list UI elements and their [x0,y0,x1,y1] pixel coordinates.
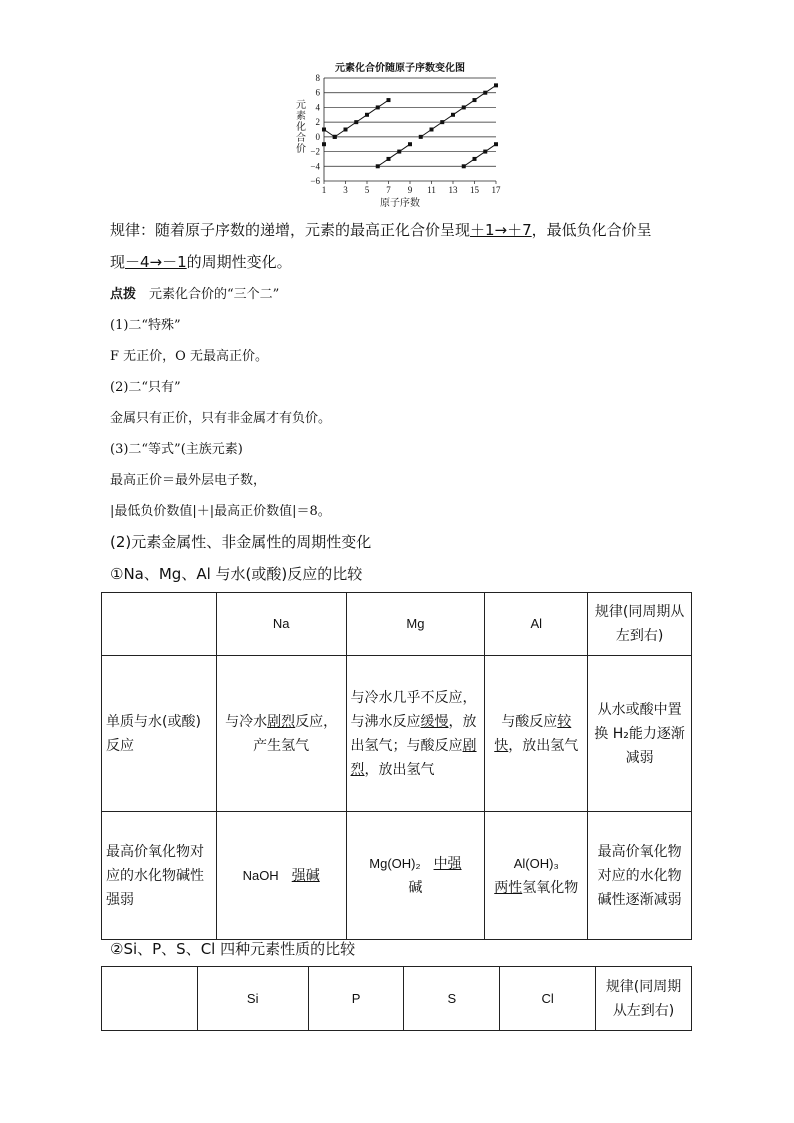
point3-title: (3)二“等式”(主族元素) [110,442,243,457]
valence-chart [290,58,510,216]
point1-body: F 无正价，O 无最高正价。 [110,349,268,364]
aloh3-formula: Al(OH)₃ [513,855,559,871]
chart-grid [324,78,496,181]
data-point [462,164,466,168]
point2-title: (2)二“只有” [110,380,181,395]
y-tick-label: 0 [315,131,320,142]
data-point [483,91,487,95]
data-point [473,157,477,161]
data-point [376,164,380,168]
data-point [494,83,498,87]
comparison-table-na-mg-al [101,592,692,940]
y-tick-label: −6 [310,176,320,186]
rule-highlight-positive: ＋1→＋7 [470,221,532,239]
data-point [322,142,326,146]
aloh3-suffix: 氢氧化物 [522,879,579,896]
data-point [430,128,434,132]
y-tick-label: 2 [315,117,320,128]
mgoh2-suffix: 碱 [408,879,423,896]
data-point [451,113,455,117]
y-tick-label: −4 [310,161,320,172]
table2-header-cl: Cl [500,967,596,1031]
rule-line-2 [110,251,292,272]
mg-water-c: ，放出氢气 [364,761,435,778]
data-point [440,120,444,124]
data-point [354,120,358,124]
x-tick-label: 7 [386,185,391,195]
mg-water-emph1: 缓慢 [420,713,449,730]
table1-header-rule: 规律(同周期从左到右) [588,593,692,656]
chart-series [322,83,498,168]
point3-body-2: |最低负价数值|＋|最高正价数值|＝8。 [110,504,331,519]
table2-header-rule: 规律(同周期从左到右) [596,967,692,1031]
y-label-char: 化 [296,122,306,133]
x-tick-label: 11 [427,185,436,195]
comparison-table-si-p-s-cl [101,966,692,1031]
data-point [333,135,337,139]
y-label-char: 素 [296,111,306,122]
table1-row1-al [485,656,588,812]
table1-row1-na [216,656,346,812]
rule-text-c: ，最低负化合价呈 [531,221,652,239]
y-label-char: 元 [296,100,306,111]
data-point [408,142,412,146]
rule2-text-a: 现 [110,253,126,271]
x-tick-label: 3 [343,185,348,195]
table1-row2-rule: 最高价氧化物对应的水化物碱性逐渐减弱 [588,812,692,940]
y-tick-label: 8 [315,73,320,83]
point3-body-1: 最高正价＝最外层电子数， [110,473,267,488]
data-point [462,105,466,109]
na-water-emph: 剧烈 [267,713,296,730]
x-tick-label: 13 [448,185,458,195]
y-label-char: 合 [296,133,306,144]
x-axis-label: 原子序数 [380,198,420,209]
table1-header-empty [102,593,217,656]
x-tick-label: 17 [491,185,501,195]
table2-header-p: P [308,967,404,1031]
data-point [365,113,369,117]
series-line [335,100,389,137]
data-point [344,128,348,132]
al-acid-a: 与酸反应 [501,713,558,730]
data-point [483,150,487,154]
table1-header-na: Na [216,593,346,656]
section-2-heading: (2)元素金属性、非金属性的周期性变化 [110,533,372,551]
series-line [464,144,496,166]
data-point [387,98,391,102]
y-tick-label: 4 [315,102,320,113]
rule-line-1 [110,219,652,240]
table1-row1-mg [346,656,485,812]
table1-row1-label: 单质与水(或酸)反应 [102,656,217,812]
x-tick-label: 15 [470,185,479,195]
data-point [376,105,380,109]
rule-highlight-negative: －4→－1 [125,253,187,271]
point2-body: 金属只有正价，只有非金属才有负价。 [110,411,332,426]
mg-water-b: ，放出氢气；与酸反应 [350,713,477,754]
table1-row1-rule: 从水或酸中置换 H₂能力逐渐减弱 [588,656,692,812]
table1-header-mg: Mg [346,593,485,656]
al-acid-emph: 较快 [494,713,572,754]
table2-header-s: S [404,967,500,1031]
table2-header-si: Si [197,967,308,1031]
naoh-formula: NaOH [242,867,292,883]
series-line [378,144,410,166]
data-point [419,135,423,139]
table1-row2-na [216,812,346,940]
y-tick-label: −2 [310,146,320,157]
rule-text-a: 规律：随着原子序数的递增，元素的最高正化合价呈现 [110,221,471,239]
data-point [494,142,498,146]
y-tick-label: 6 [315,87,320,98]
table2-header-empty [102,967,198,1031]
table1-row2-mg [346,812,485,940]
data-point [322,128,326,132]
mg-water-emph2: 剧烈 [350,737,477,778]
naoh-strength: 强碱 [291,867,320,884]
x-tick-label: 5 [364,185,370,195]
x-tick-label: 1 [321,185,327,195]
mgoh2-formula: Mg(OH)₂ [369,855,434,871]
mg-water-a: 与冷水几乎不反应，与沸水反应 [350,689,477,730]
na-water-a: 与冷水 [225,713,268,730]
mgoh2-strength: 中强 [433,855,462,872]
subsection-1-heading: ①Na、Mg、Al 与水(或酸)反应的比较 [110,565,363,583]
tip-label: 点拨 [110,287,137,302]
tip-heading [110,283,279,302]
al-acid-b: ，放出氢气 [508,737,579,754]
point1-title: (1)二“特殊” [110,318,181,333]
y-axis-label [296,99,306,155]
chart-title: 元素化合价随原子序数变化图 [335,63,465,74]
rule2-text-c: 的周期性变化。 [186,253,292,271]
data-point [473,98,477,102]
data-point [387,157,391,161]
tip-title: 元素化合价的“三个二” [149,287,280,302]
na-water-b: 反应，产生氢气 [253,713,338,754]
y-label-char: 价 [296,144,306,155]
subsection-2-heading: ②Si、P、S、Cl 四种元素性质的比较 [110,940,356,958]
table1-header-al: Al [485,593,588,656]
x-tick-label: 9 [407,185,413,195]
aloh3-type: 两性 [494,879,523,896]
table1-row2-al [485,812,588,940]
data-point [397,150,401,154]
table1-row2-label: 最高价氧化物对应的水化物碱性强弱 [102,812,217,940]
